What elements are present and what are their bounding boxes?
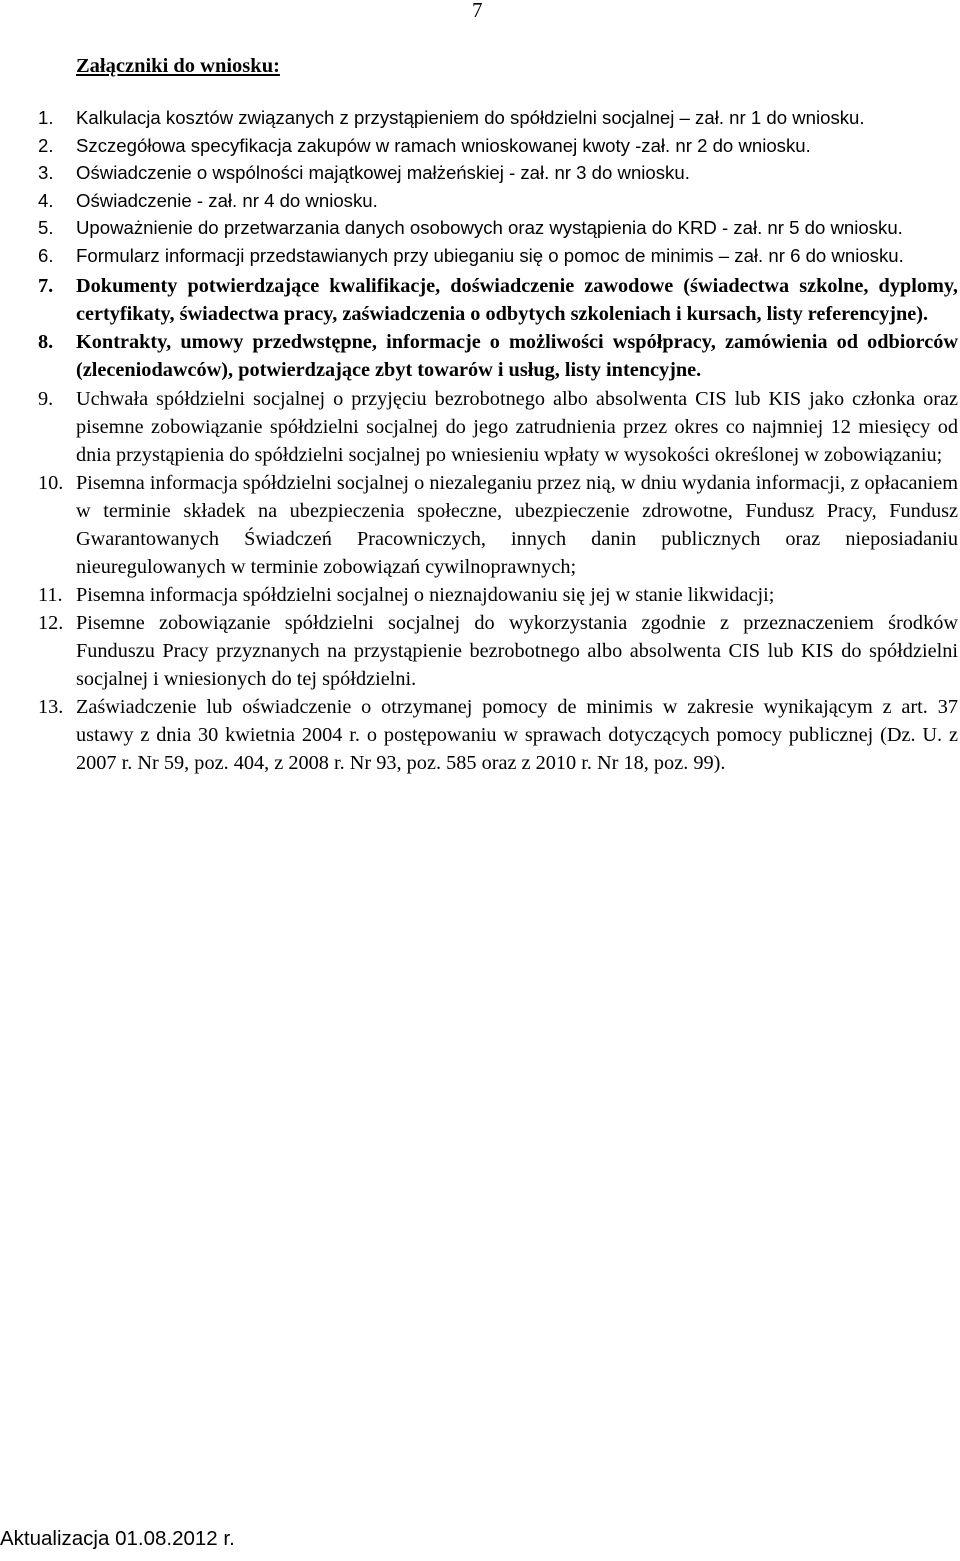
item-text: Dokumenty potwierdzające kwalifikacje, doświadczenie zawodowe (świadectwa szkolne, dyplomy, certyfikaty, świadectwa pracy, zaświadczenia o odbytych szkoleniach i kursach, listy referencyjne). [76, 274, 958, 325]
item-text: Uchwała spółdzielni socjalnej o przyjęciu bezrobotnego albo absolwenta CIS lub KIS jako członka oraz pisemne zobowiązanie spółdzielni socjalnej do jego zatrudnienia przez okres co najmniej 12 miesięcy od dnia przystąpienia do spółdzielni socjalnej po wniesieniu wpłaty w wysokości określonej w zobowiązaniu; [76, 387, 958, 466]
item-number: 8. [38, 330, 54, 353]
list-item [38, 609, 958, 693]
item-text: Kontrakty, umowy przedwstępne, informacje o możliwości współpracy, zamówienia od odbiorców (zleceniodawców), potwierdzające zbyt towarów i usług, listy intencyjne. [76, 330, 958, 381]
item-text: Oświadczenie o wspólności majątkowej małżeńskiej - zał. nr 3 do wniosku. [76, 162, 690, 184]
item-number: 1. [38, 107, 54, 128]
list-item [38, 385, 958, 469]
item-text: Szczegółowa specyfikacja zakupów w ramach wnioskowanej kwoty -zał. nr 2 do wniosku. [76, 134, 811, 156]
item-number: 11. [38, 583, 63, 606]
list-item [38, 328, 958, 384]
item-text: Upoważnienie do przetwarzania danych osobowych oraz wystąpienia do KRD - zał. nr 5 do wniosku. [76, 217, 903, 239]
item-number: 10. [38, 471, 64, 494]
item-text: Pisemna informacja spółdzielni socjalnej o niezaleganiu przez nią, w dniu wydania informacji, z opłacaniem w terminie składek na ubezpieczenia społeczne, ubezpieczenie zdrowotne, Fundusz Pracy, Fundusz Gwarantowanych Świadczeń Pracowniczych, innych danin publicznych oraz nieposiadaniu nieuregulowanych w terminie zobowiązań cywilnoprawnych; [76, 471, 958, 578]
list-item [38, 693, 958, 777]
item-text: Oświadczenie - zał. nr 4 do wniosku. [76, 189, 378, 211]
list-item [38, 159, 958, 187]
item-text: Kalkulacja kosztów związanych z przystąpieniem do spółdzielni socjalnej – zał. nr 1 do wniosku. [76, 107, 865, 128]
attachments-list [38, 104, 958, 777]
footer-update-date: Aktualizacja 01.08.2012 r. [0, 1527, 235, 1550]
item-number: 9. [38, 387, 54, 410]
list-item [38, 581, 958, 609]
item-text: Pisemne zobowiązanie spółdzielni socjalnej do wykorzystania zgodnie z przeznaczeniem środków Funduszu Pracy przyznanych na przystąpienie bezrobotnego albo absolwenta CIS lub KIS do spółdzielni socjalnej i wniesionych do tej spółdzielni. [76, 611, 958, 690]
list-item [38, 132, 958, 160]
item-number: 7. [38, 274, 54, 297]
item-text: Pisemna informacja spółdzielni socjalnej o nieznajdowaniu się jej w stanie likwidacji; [76, 583, 775, 606]
list-item [38, 214, 958, 242]
list-item [38, 104, 958, 132]
list-item [38, 187, 958, 215]
item-number: 13. [38, 695, 64, 718]
item-number: 6. [38, 244, 54, 266]
item-number: 5. [38, 217, 54, 239]
item-text: Formularz informacji przedstawianych przy ubieganiu się o pomoc de minimis – zał. nr 6 do wniosku. [76, 244, 904, 266]
page-number: 7 [472, 0, 483, 22]
list-item [38, 469, 958, 581]
item-number: 2. [38, 134, 54, 156]
item-number: 3. [38, 162, 54, 184]
section-heading: Załączniki do wniosku: [76, 55, 280, 77]
list-item [38, 272, 958, 328]
item-text: Zaświadczenie lub oświadczenie o otrzymanej pomocy de minimis w zakresie wynikającym z art. 37 ustawy z dnia 30 kwietnia 2004 r. o postępowaniu w sprawach dotyczących pomocy publicznej (Dz. U. z 2007 r. Nr 59, poz. 404, z 2008 r. Nr 93, poz. 585 oraz z 2010 r. Nr 18, poz. 99). [76, 695, 958, 774]
item-number: 12. [38, 611, 64, 634]
list-item [38, 242, 958, 270]
item-number: 4. [38, 189, 54, 211]
